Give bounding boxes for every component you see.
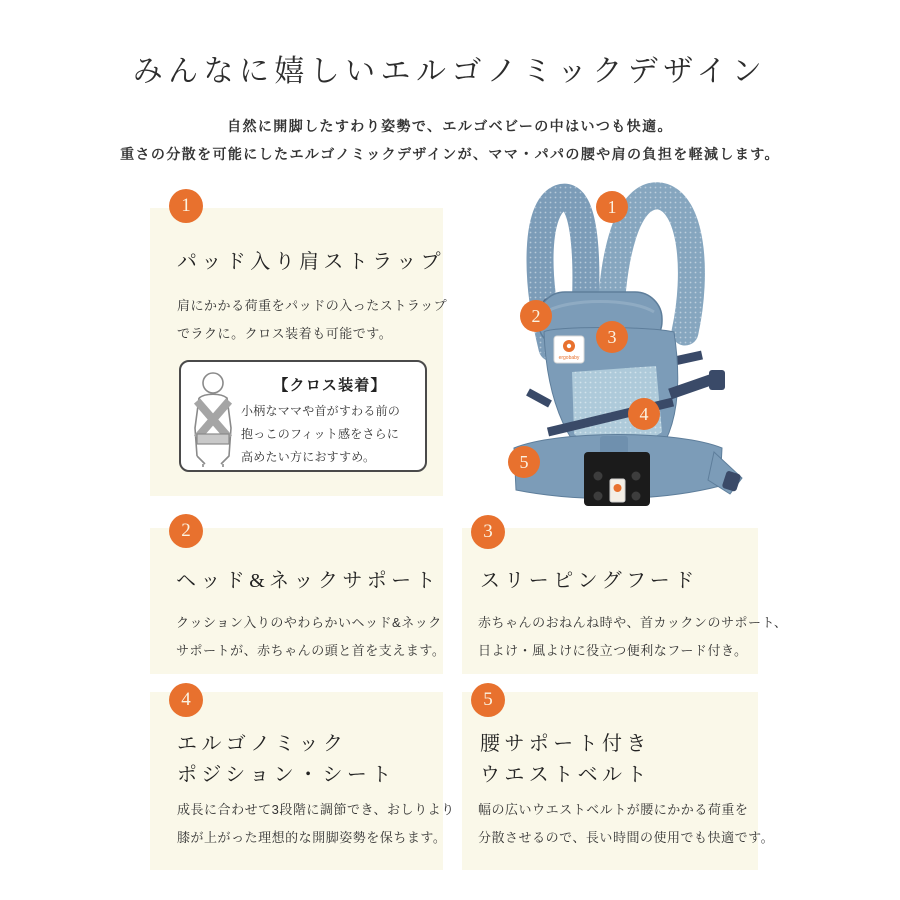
feature-heading-4: エルゴノミック ポジション・シート (177, 733, 396, 786)
cross-carry-figure-icon (185, 368, 241, 473)
image-marker-3: 3 (596, 321, 628, 353)
page-subtitle (0, 112, 900, 168)
brand-label (554, 336, 584, 363)
image-marker-1: 1 (596, 191, 628, 223)
feature-heading-2: ヘッド&ネックサポート (176, 570, 440, 592)
cross-carry-description: 小柄なママや首がすわる前の 抱っこのフィット感をさらに 高めたい方におすすめ。 (241, 404, 401, 464)
cross-carry-title: 【クロス装着】 (273, 378, 387, 394)
image-marker-2: 2 (520, 300, 552, 332)
feature-body-4: 成長に合わせて3段階に調節でき、おしりより 膝が上がった理想的な開脚姿勢を保ちます。 (177, 802, 455, 845)
cross-carry-note-box (179, 360, 427, 472)
image-marker-5: 5 (508, 446, 540, 478)
feature-heading-1: パッド入り肩ストラップ (177, 251, 445, 273)
feature-body-3: 赤ちゃんのおねんね時や、首カックンのサポート、 日よけ・風よけに役立つ便利なフード付き。 (478, 615, 788, 658)
svg-text:ergobaby: ergobaby (558, 355, 580, 361)
subtitle-line-2: 重さの分散を可能にしたエルゴノミックデザインが、ママ・パパの腰や肩の負担を軽減します。 (120, 146, 780, 162)
feature-number-badge-3: 3 (471, 515, 505, 549)
feature-number-badge-2: 2 (169, 514, 203, 548)
feature-number-badge-4: 4 (169, 683, 203, 717)
subtitle-line-1: 自然に開脚したすわり姿勢で、エルゴベビーの中はいつも快適。 (227, 118, 673, 134)
feature-heading-5: 腰サポート付き ウエストベルト (480, 733, 651, 786)
image-marker-4: 4 (628, 398, 660, 430)
page-title: みんなに嬉しいエルゴノミックデザイン (132, 55, 768, 88)
feature-body-5: 幅の広いウエストベルトが腰にかかる荷重を 分散させるので、長い時間の使用でも快適です。 (478, 802, 775, 845)
feature-number-badge-1: 1 (169, 189, 203, 223)
feature-number-badge-5: 5 (471, 683, 505, 717)
feature-heading-3: スリーピングフード (480, 570, 699, 592)
feature-body-1: 肩にかかる荷重をパッドの入ったストラップ でラクに。クロス装着も可能です。 (177, 298, 448, 341)
feature-body-2: クッション入りのやわらかいヘッド&ネック サポートが、赤ちゃんの頭と首を支えます。 (176, 615, 446, 658)
waist-belt (514, 435, 742, 507)
